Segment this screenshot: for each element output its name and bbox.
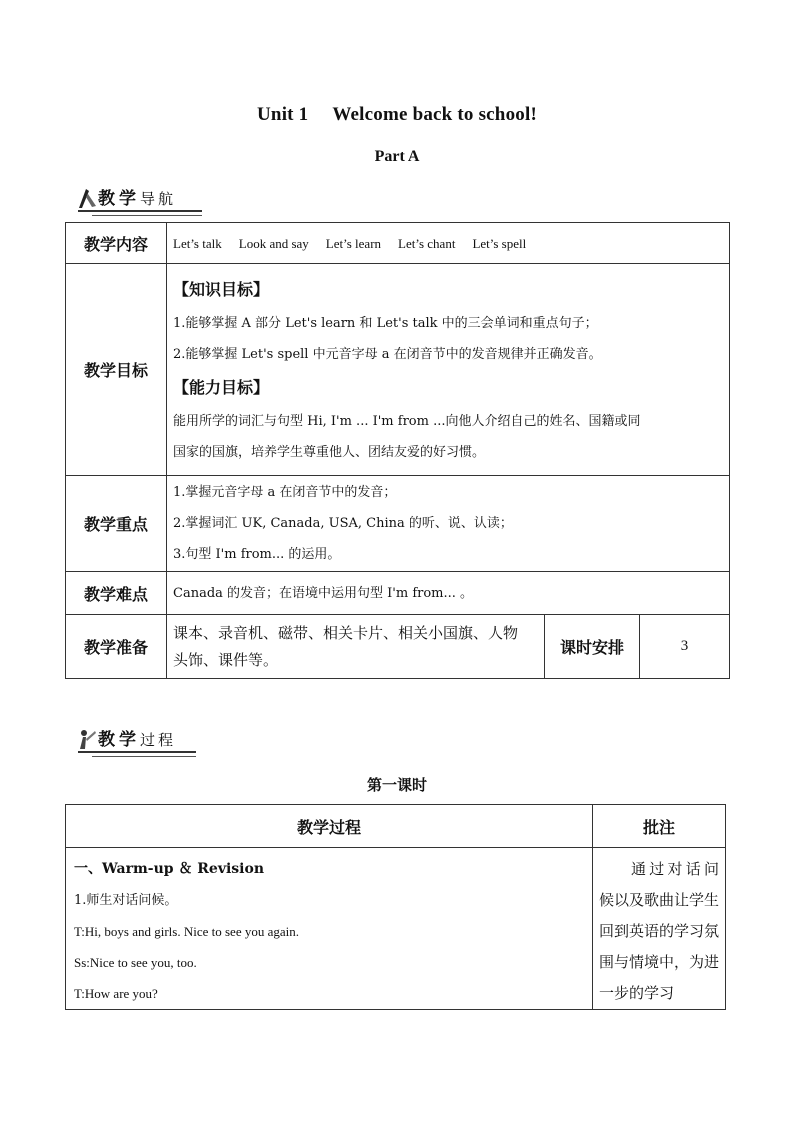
- goals-cell: [167, 264, 730, 476]
- ability-heading: 【能力目标】: [173, 377, 270, 397]
- process-body-row: [66, 848, 726, 1010]
- knowledge-heading: 【知识目标】: [173, 279, 270, 299]
- key-point: 2.掌握词汇 UK, Canada, USA, China 的听、说、认读；: [173, 516, 513, 531]
- content-item: Let’s spell: [472, 235, 527, 251]
- unit-title: Welcome back to school!: [332, 104, 537, 125]
- difficulty-label: 教学难点: [66, 572, 167, 615]
- lesson-title: 第一课时: [366, 776, 427, 794]
- content-item: Let’s chant: [398, 235, 456, 251]
- periods-value: 3: [640, 615, 730, 679]
- process-line: T:How are you?: [74, 986, 158, 1001]
- knowledge-item: 1.能够掌握 A 部分 Let's learn 和 Let's talk 中的三会单词和重点句子；: [173, 315, 598, 331]
- content-label: 教学内容: [66, 223, 167, 264]
- content-row: [66, 223, 730, 264]
- periods-label: 课时安排: [545, 615, 640, 679]
- pencil-person-icon: [76, 727, 98, 751]
- process-table: [65, 804, 726, 1010]
- content-item: Let’s learn: [325, 235, 382, 251]
- part-title: Part A: [374, 148, 420, 165]
- process-line: Ss:Nice to see you, too.: [74, 955, 197, 970]
- difficulty-row: [66, 572, 730, 615]
- process-line: T:Hi, boys and girls. Nice to see you again.: [74, 924, 299, 939]
- content-item: Let’s talk: [173, 235, 222, 251]
- process-banner-label: 教学过程: [98, 730, 177, 750]
- pen-icon: [76, 186, 98, 210]
- page-title: [0, 104, 794, 126]
- difficulty-cell: Canada 的发音；在语境中运用句型 I'm from... 。: [167, 572, 730, 615]
- process-banner: [72, 727, 196, 755]
- process-line: 1.师生对话问候。: [74, 893, 178, 908]
- goals-row: [66, 264, 730, 476]
- plan-table: [65, 222, 730, 679]
- content-items: [167, 223, 730, 264]
- key-point: 3.句型 I'm from... 的运用。: [173, 547, 341, 562]
- process-header-row: [66, 805, 726, 848]
- process-column-header: 教学过程: [66, 805, 593, 848]
- goals-label: 教学目标: [66, 264, 167, 476]
- knowledge-item: 2.能够掌握 Let's spell 中元音字母 a 在闭音节中的发音规律并正确发音。: [173, 346, 602, 362]
- key-points-label: 教学重点: [66, 476, 167, 572]
- ability-line: 能用所学的词汇与句型 Hi, I'm ... I'm from ...向他人介绍自己的姓名、国籍或同: [173, 413, 641, 429]
- prep-label: 教学准备: [66, 615, 167, 679]
- note-column-header: 批注: [593, 805, 726, 848]
- section-heading: 一、Warm-up ＆ Revision: [74, 861, 265, 877]
- content-item: Look and say: [238, 235, 309, 251]
- key-points-row: [66, 476, 730, 572]
- process-body: [66, 848, 593, 1010]
- ability-line: 国家的国旗，培养学生尊重他人、团结友爱的好习惯。: [173, 444, 486, 460]
- prep-cell: 课本、录音机、磁带、相关卡片、相关小国旗、人物 头饰、课件等。: [167, 615, 545, 679]
- key-point: 1.掌握元音字母 a 在闭音节中的发音；: [173, 485, 397, 500]
- process-note: 通过对话问候以及歌曲让学生回到英语的学习氛围与情境中，为进一步的学习: [593, 848, 726, 1010]
- unit-number: Unit 1: [257, 104, 309, 125]
- key-points-cell: [167, 476, 730, 572]
- guide-banner-label: 教学导航: [98, 189, 177, 209]
- prep-row: [66, 615, 730, 679]
- guide-banner: [72, 186, 202, 214]
